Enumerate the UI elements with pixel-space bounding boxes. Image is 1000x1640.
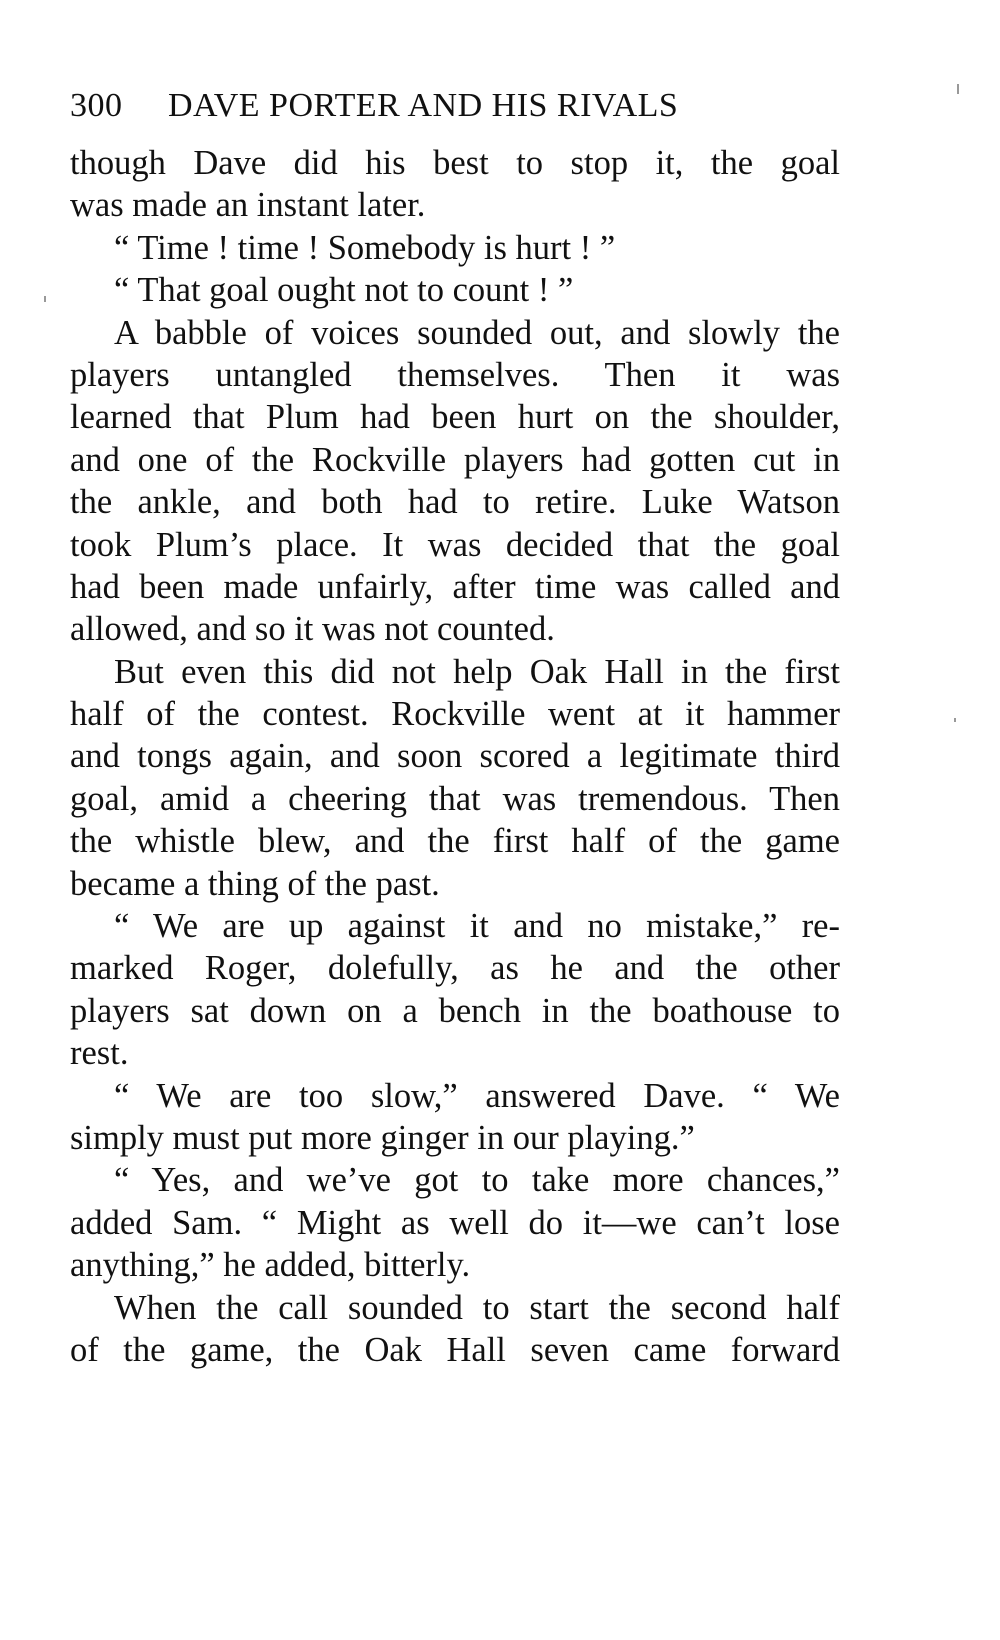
text-line: When the call sounded to start the second half xyxy=(114,1288,840,1327)
text-line: “ That goal ought not to count ! ” xyxy=(114,271,574,310)
running-head xyxy=(70,86,870,126)
text-line: half of the contest. Rockville went at it hammer xyxy=(70,695,840,734)
text-line: had been made unfairly, after time was called and xyxy=(70,567,840,606)
margin-mark xyxy=(954,718,956,722)
text-line: added Sam. “ Might as well do it—we can’t lose xyxy=(70,1203,840,1242)
text-line: players untangled themselves. Then it was xyxy=(70,355,840,394)
text-line: players sat down on a bench in the boathouse to xyxy=(70,991,840,1030)
text-line: marked Roger, dolefully, as he and the other xyxy=(70,949,840,988)
margin-mark xyxy=(44,296,46,302)
text-line: But even this did not help Oak Hall in the first xyxy=(114,652,840,691)
text-line: and tongs again, and soon scored a legitimate third xyxy=(70,737,840,776)
page-number: 300 xyxy=(70,87,123,124)
text-line: “ We are up against it and no mistake,” re- xyxy=(114,907,840,946)
text-line: anything,” he added, bitterly. xyxy=(70,1246,471,1285)
text-line: and one of the Rockville players had gotten cut in xyxy=(70,440,840,479)
text-line: “ Time ! time ! Somebody is hurt ! ” xyxy=(114,228,616,267)
text-line: simply must put more ginger in our playing.” xyxy=(70,1118,695,1157)
margin-mark xyxy=(957,84,959,94)
book-title: DAVE PORTER AND HIS RIVALS xyxy=(168,87,679,124)
text-line: rest. xyxy=(70,1034,129,1073)
text-line: took Plum’s place. It was decided that the goal xyxy=(70,525,840,564)
body-text xyxy=(70,142,840,1371)
text-line: A babble of voices sounded out, and slowly the xyxy=(114,313,840,352)
text-line: became a thing of the past. xyxy=(70,864,440,903)
text-line: allowed, and so it was not counted. xyxy=(70,610,555,649)
text-line: the ankle, and both had to retire. Luke Watson xyxy=(70,483,840,522)
text-line: “ Yes, and we’ve got to take more chances,” xyxy=(114,1161,840,1200)
text-line: “ We are too slow,” answered Dave. “ We xyxy=(114,1076,840,1115)
text-line: of the game, the Oak Hall seven came forward xyxy=(70,1330,840,1369)
text-line: the whistle blew, and the first half of the game xyxy=(70,822,840,861)
text-line: was made an instant later. xyxy=(70,186,426,225)
text-line: goal, amid a cheering that was tremendous. Then xyxy=(70,779,840,818)
text-line: learned that Plum had been hurt on the shoulder, xyxy=(70,398,840,437)
text-line: though Dave did his best to stop it, the goal xyxy=(70,144,840,182)
